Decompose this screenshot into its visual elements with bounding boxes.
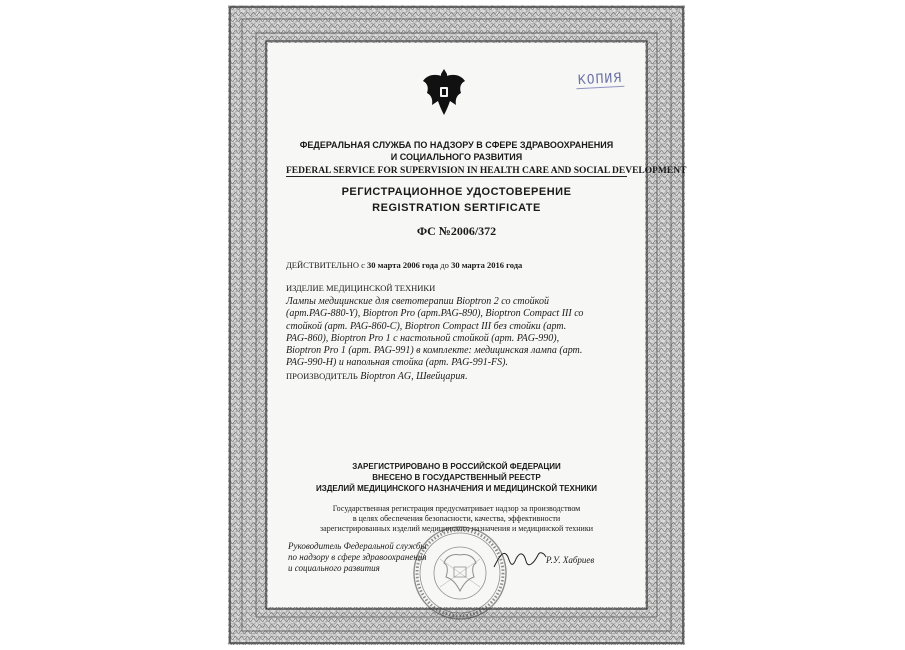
certificate-number: ФС №2006/372 xyxy=(416,224,497,238)
double-headed-eagle-emblem xyxy=(421,65,467,117)
copy-stamp: КОПИЯ xyxy=(576,71,625,89)
signatory-name: Р.У. Хабриев xyxy=(546,555,595,565)
product-line: Bioptron Pro 1 (арт. PAG-991) в комплекте: медицинская лампа (арт. xyxy=(286,345,583,357)
note-line1: Государственная регистрация предусматривает надзор за производством xyxy=(332,504,581,513)
validity-line xyxy=(286,260,522,270)
note-line3: зарегистрированных изделий медицинского назначения и медицинской техники xyxy=(320,524,593,533)
validity-from: 30 марта 2006 года xyxy=(367,260,439,270)
note-line2: в целях обеспечения безопасности, качества, эффективности xyxy=(352,514,561,523)
certificate-sheet xyxy=(228,5,685,645)
validity-to: 30 марта 2016 года xyxy=(451,260,523,270)
agency-name-ru-line1: ФЕДЕРАЛЬНАЯ СЛУЖБА ПО НАДЗОРУ В СФЕРЕ ЗДРАВООХРАНЕНИЯ xyxy=(299,140,614,150)
agency-name-ru-line2: И СОЦИАЛЬНОГО РАЗВИТИЯ xyxy=(390,152,523,162)
certificate-title-ru: РЕГИСТРАЦИОННОЕ УДОСТОВЕРЕНИЕ xyxy=(341,186,572,198)
product-line: PAG-860), Bioptron Pro 1 с настольной стойкой (арт. PAG-990), xyxy=(286,332,560,344)
validity-label: ДЕЙСТВИТЕЛЬНО с xyxy=(286,260,365,270)
signatory-title-line2: по надзору в сфере здравоохранения xyxy=(288,552,427,562)
product-line: (арт.PAG-880-Y), Bioptron Pro (арт.PAG-890), Bioptron Compact III со xyxy=(286,308,584,320)
validity-to-label: до xyxy=(440,260,449,270)
certificate-title-en: REGISTRATION SERTIFICATE xyxy=(372,202,541,214)
agency-name-en: FEDERAL SERVICE FOR SUPERVISION IN HEALTH CARE AND SOCIAL DEVELOPMENT xyxy=(286,166,687,176)
registration-line1: ЗАРЕГИСТРИРОВАНО В РОССИЙСКОЙ ФЕДЕРАЦИИ xyxy=(352,462,561,471)
registration-line2: ВНЕСЕНО В ГОСУДАРСТВЕННЫЙ РЕЕСТР xyxy=(372,473,541,482)
registration-line3: ИЗДЕЛИЙ МЕДИЦИНСКОГО НАЗНАЧЕНИЯ И МЕДИЦИНСКОЙ ТЕХНИКИ xyxy=(315,484,598,493)
signatory-title-line1: Руководитель Федеральной службы xyxy=(288,541,427,551)
product-line: PAG-990-H) и напольная стойка (арт. PAG-991-FS). xyxy=(286,357,508,369)
handwritten-signature xyxy=(490,545,550,575)
manufacturer-label: ПРОИЗВОДИТЕЛЬ xyxy=(286,370,358,381)
signatory-title xyxy=(288,541,427,574)
manufacturer-line xyxy=(286,370,626,383)
manufacturer-name: Bioptron AG, Швейцария. xyxy=(360,370,468,382)
product-line: Лампы медицинские для светотерапии Bioptron 2 со стойкой xyxy=(286,296,549,307)
signatory-title-line3: и социального развития xyxy=(288,563,380,573)
product-description xyxy=(286,296,626,383)
product-category: ИЗДЕЛИЕ МЕДИЦИНСКОЙ ТЕХНИКИ xyxy=(286,283,436,293)
product-line: стойкой (арт. PAG-860-C), Bioptron Compact III без стойки (арт. xyxy=(286,320,567,332)
